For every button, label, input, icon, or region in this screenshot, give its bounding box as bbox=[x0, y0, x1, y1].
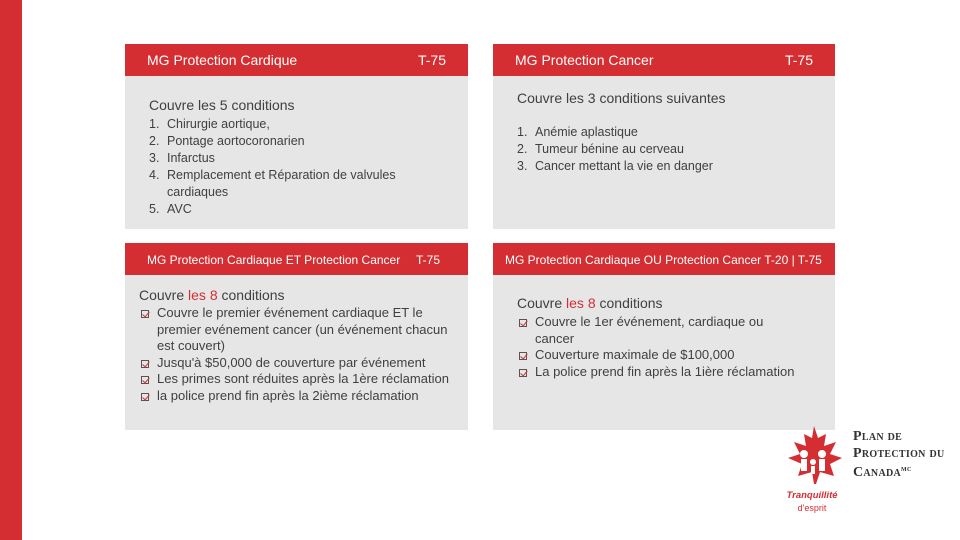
logo-tagline-sub: d'esprit bbox=[797, 503, 827, 513]
list-item: Les primes sont réduites après la 1ère réclamation bbox=[139, 371, 459, 388]
card-cancer-protection bbox=[493, 44, 835, 229]
card-header bbox=[493, 44, 835, 76]
card-cardiac-and-cancer bbox=[125, 243, 468, 430]
checkbox-icon bbox=[519, 369, 527, 377]
card-term: T-75 bbox=[784, 52, 813, 68]
card-intro: Couvre les 3 conditions suivantes bbox=[517, 90, 726, 106]
card-title: MG Protection Cardiaque ET Protection Cancer bbox=[147, 253, 401, 267]
checkbox-icon bbox=[519, 319, 527, 327]
checklist bbox=[517, 314, 797, 380]
card-intro: Couvre les 8 conditions bbox=[517, 295, 663, 311]
checkbox-icon bbox=[141, 376, 149, 384]
list-item: 3. Infarctus bbox=[149, 151, 215, 165]
organization-name: Plan de Protection du Canada$^{MC}$ bbox=[853, 429, 945, 480]
list-item: Couvre le 1er événement, cardiaque ou cancer bbox=[517, 314, 797, 347]
card-cardiac-protection bbox=[125, 44, 468, 229]
card-header bbox=[125, 243, 468, 275]
checkbox-icon bbox=[141, 360, 149, 368]
card-intro: Couvre les 8 conditions bbox=[139, 287, 285, 303]
card-title: MG Protection Cardiaque OU Protection Cancer T-20 | T-75 bbox=[505, 253, 822, 267]
checkbox-icon bbox=[141, 393, 149, 401]
checkbox-icon bbox=[141, 310, 149, 318]
card-title: MG Protection Cancer bbox=[515, 52, 654, 68]
list-item: 1. Anémie aplastique bbox=[517, 125, 638, 139]
checklist bbox=[139, 305, 459, 405]
left-accent-bar bbox=[0, 0, 22, 540]
card-cardiac-or-cancer bbox=[493, 243, 835, 430]
list-item: Jusqu'à $50,000 de couverture par événement bbox=[139, 355, 459, 372]
card-term: T-75 bbox=[415, 253, 440, 267]
list-item: la police prend fin après la 2ième réclamation bbox=[139, 388, 459, 405]
card-intro: Couvre les 5 conditions bbox=[149, 97, 295, 113]
list-item: 3. Cancer mettant la vie en danger bbox=[517, 159, 713, 173]
checkbox-icon bbox=[519, 352, 527, 360]
card-term: T-75 bbox=[417, 52, 446, 68]
list-item: Couvre le premier événement cardiaque ET le premier evénement cancer (un événement chacun est couvert) bbox=[139, 305, 459, 355]
company-logo bbox=[780, 420, 955, 520]
maple-leaf-family-icon bbox=[780, 422, 848, 492]
list-item: 2. Pontage aortocoronarien bbox=[149, 134, 305, 148]
conditions-list bbox=[517, 124, 817, 175]
logo-tagline: Tranquillité bbox=[786, 490, 838, 501]
list-item: 2. Tumeur bénine au cerveau bbox=[517, 142, 684, 156]
list-item: La police prend fin après la 1ière réclamation bbox=[517, 364, 797, 381]
card-header bbox=[493, 243, 835, 275]
list-item: 1. Chirurgie aortique, bbox=[149, 117, 270, 131]
card-header bbox=[125, 44, 468, 76]
list-item: 5. AVC bbox=[149, 202, 192, 216]
conditions-list bbox=[149, 116, 449, 218]
list-item: 4. Remplacement et Réparation de valvules cardiaques bbox=[149, 168, 396, 199]
card-title: MG Protection Cardique bbox=[147, 52, 298, 68]
list-item: Couverture maximale de $100,000 bbox=[517, 347, 797, 364]
